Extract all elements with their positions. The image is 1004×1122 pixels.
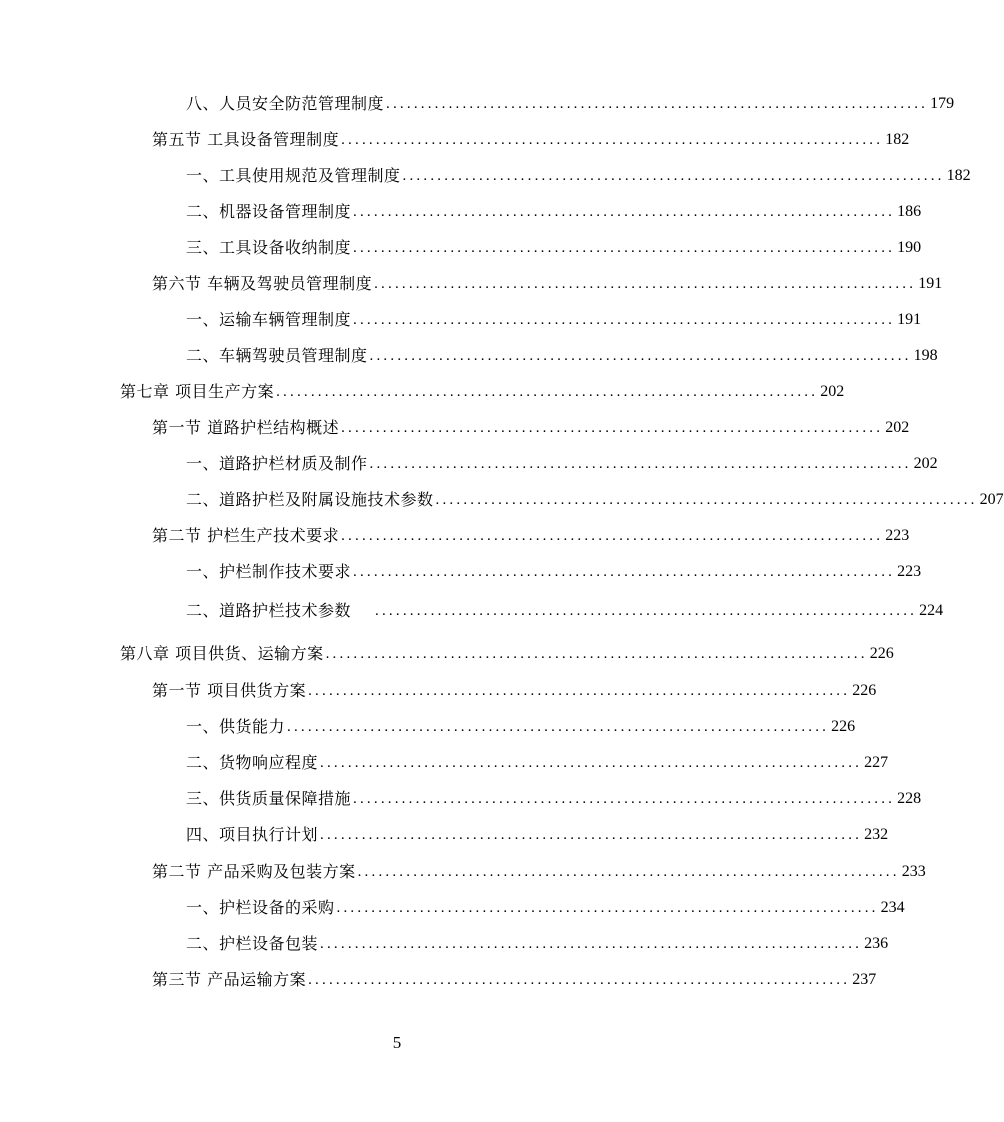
toc-leader-dots: .............................................................................. <box>341 420 884 436</box>
toc-entry[interactable] <box>152 126 910 150</box>
toc-entry-title: 八、人员安全防范管理制度 <box>186 94 385 113</box>
toc-leader-dots: .............................................................................. <box>375 603 918 619</box>
toc-entry-page: 226 <box>852 682 877 699</box>
toc-entry-title: 一、道路护栏材质及制作 <box>186 454 368 473</box>
toc-entry-title: 第二节 护栏生产技术要求 <box>152 526 340 545</box>
toc-entry-page: 202 <box>885 419 910 436</box>
toc-entry-page: 224 <box>919 602 944 619</box>
toc-entry-page: 223 <box>885 527 910 544</box>
toc-entry[interactable] <box>152 966 877 990</box>
toc-entry[interactable] <box>120 378 845 402</box>
toc-entry-title: 第六节 车辆及驾驶员管理制度 <box>152 274 373 293</box>
toc-entry-title: 四、项目执行计划 <box>186 825 319 844</box>
toc-leader-dots: .............................................................................. <box>353 312 896 328</box>
toc-entry[interactable] <box>152 270 943 294</box>
toc-entry[interactable] <box>186 342 938 366</box>
toc-entry-page: 198 <box>913 347 938 364</box>
toc-entry[interactable] <box>186 450 938 474</box>
toc-entry-page: 237 <box>852 971 877 988</box>
toc-entry-title: 二、货物响应程度 <box>186 753 319 772</box>
toc-entry-page: 226 <box>869 645 894 662</box>
toc-entry[interactable] <box>186 785 922 809</box>
toc-entry-page: 191 <box>897 311 922 328</box>
toc-entry-title: 第七章 项目生产方案 <box>120 382 275 401</box>
toc-entry-title: 一、工具使用规范及管理制度 <box>186 166 401 185</box>
toc-entry-page: 190 <box>897 239 922 256</box>
toc-entry-title: 第一节 项目供货方案 <box>152 681 307 700</box>
toc-entry-page: 236 <box>864 935 889 952</box>
toc-entry-page: 186 <box>897 203 922 220</box>
toc-entry[interactable] <box>186 930 889 954</box>
toc-entry[interactable] <box>152 677 877 701</box>
toc-entry-page: 207 <box>979 491 1004 508</box>
toc-entry[interactable] <box>186 90 955 114</box>
toc-leader-dots: .............................................................................. <box>320 755 863 771</box>
toc-entry-title: 三、工具设备收纳制度 <box>186 238 352 257</box>
toc-entry-title: 一、护栏设备的采购 <box>186 898 335 917</box>
toc-leader-dots: .............................................................................. <box>320 936 863 952</box>
toc-entry[interactable] <box>186 162 971 186</box>
toc-leader-dots: .............................................................................. <box>341 132 884 148</box>
toc-entry-page: 226 <box>831 718 856 735</box>
toc-entry-title: 第一节 道路护栏结构概述 <box>152 418 340 437</box>
toc-entry-title: 二、车辆驾驶员管理制度 <box>186 346 368 365</box>
toc-entry-title: 一、护栏制作技术要求 <box>186 562 352 581</box>
toc-entry-page: 234 <box>880 899 905 916</box>
toc-entry-title: 第八章 项目供货、运输方案 <box>120 644 324 663</box>
toc-entry[interactable] <box>186 558 922 582</box>
toc-entry-title: 第二节 产品采购及包装方案 <box>152 862 356 881</box>
toc-entry-title: 第三节 产品运输方案 <box>152 970 307 989</box>
toc-leader-dots: .............................................................................. <box>353 791 896 807</box>
toc-leader-dots: .............................................................................. <box>287 719 830 735</box>
toc-entry-title: 二、道路护栏及附属设施技术参数 <box>186 490 434 509</box>
toc-leader-dots: .............................................................................. <box>276 384 819 400</box>
toc-entry-title: 二、道路护栏技术参数 <box>186 601 352 620</box>
toc-leader-dots: .............................................................................. <box>369 456 912 472</box>
toc-entry-page: 223 <box>897 563 922 580</box>
toc-leader-dots: .............................................................................. <box>353 240 896 256</box>
toc-entry-title: 三、供货质量保障措施 <box>186 789 352 808</box>
toc-entry[interactable] <box>186 306 922 330</box>
toc-entry-page: 202 <box>820 383 845 400</box>
toc-entry[interactable] <box>152 414 910 438</box>
toc-entry-page: 227 <box>864 754 889 771</box>
toc-leader-dots: .............................................................................. <box>357 864 900 880</box>
toc-entry-page: 228 <box>897 790 922 807</box>
toc-entry-page: 191 <box>918 275 943 292</box>
toc-entry-page: 202 <box>913 455 938 472</box>
toc-leader-dots: .............................................................................. <box>369 348 912 364</box>
toc-entry[interactable] <box>120 640 894 664</box>
toc-entry-page: 233 <box>901 863 926 880</box>
toc-leader-dots: .............................................................................. <box>402 168 945 184</box>
toc-leader-dots: .............................................................................. <box>353 204 896 220</box>
toc-entry[interactable] <box>186 234 922 258</box>
toc-entry[interactable] <box>152 858 926 882</box>
toc-entry-title: 一、运输车辆管理制度 <box>186 310 352 329</box>
toc-leader-dots: .............................................................................. <box>386 96 929 112</box>
page-number: 5 <box>392 1033 402 1052</box>
toc-leader-dots: .............................................................................. <box>353 564 896 580</box>
toc-entry[interactable] <box>186 597 944 621</box>
toc-entry[interactable] <box>152 522 910 546</box>
toc-leader-dots: .............................................................................. <box>308 683 851 699</box>
toc-leader-dots: .............................................................................. <box>325 646 868 662</box>
toc-leader-dots: .............................................................................. <box>374 276 917 292</box>
toc-entry-page: 232 <box>864 826 889 843</box>
toc-entry[interactable] <box>186 894 905 918</box>
toc-leader-dots: .............................................................................. <box>308 972 851 988</box>
toc-entry[interactable] <box>186 713 856 737</box>
toc-entry[interactable] <box>186 486 1004 510</box>
toc-entry-title: 二、护栏设备包装 <box>186 934 319 953</box>
toc-entry[interactable] <box>186 821 889 845</box>
toc-entry[interactable] <box>186 198 922 222</box>
toc-leader-dots: .............................................................................. <box>341 528 884 544</box>
toc-entry[interactable] <box>186 749 889 773</box>
toc-entry-title: 一、供货能力 <box>186 717 286 736</box>
toc-leader-dots: .............................................................................. <box>336 900 879 916</box>
toc-leader-dots: .............................................................................. <box>435 492 978 508</box>
toc-leader-dots: .............................................................................. <box>320 827 863 843</box>
toc-entry-page: 182 <box>946 167 971 184</box>
toc-entry-title: 二、机器设备管理制度 <box>186 202 352 221</box>
toc-entry-page: 179 <box>930 95 955 112</box>
toc-entry-title: 第五节 工具设备管理制度 <box>152 130 340 149</box>
toc-entry-page: 182 <box>885 131 910 148</box>
